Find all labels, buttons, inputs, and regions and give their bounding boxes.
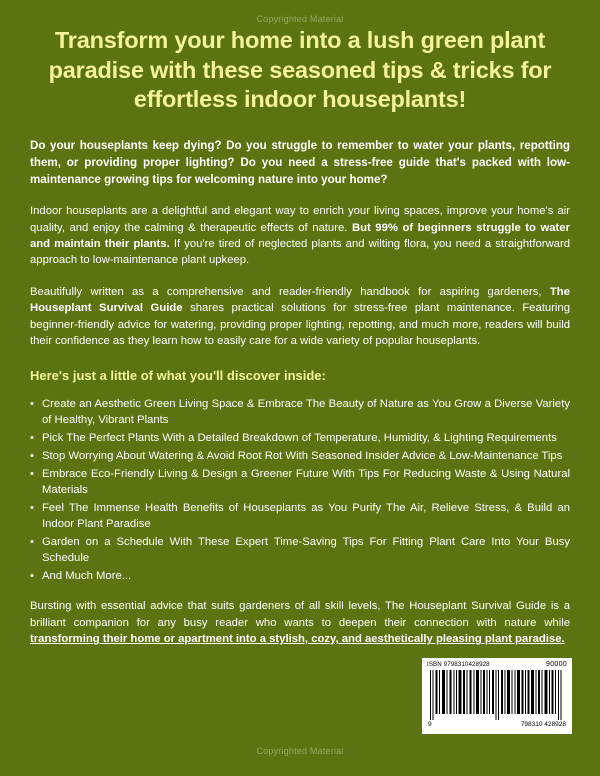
closing-paragraph — [30, 598, 570, 647]
paragraph-three-part1: Beautifully written as a comprehensive and reader-friendly handbook for aspiring gardeners, — [30, 285, 550, 298]
list-item: • Feel The Immense Health Benefits of Houseplants as You Purify The Air, Relieve Stress, & Build an Indoor Plant Paradise — [30, 500, 570, 532]
paragraph-two-bold: But 99% of beginners struggle to water and maintain their plants. — [30, 221, 570, 251]
list-item: • Embrace Eco-Friendly Living & Design a Greener Future With Tips For Reducing Waste & Using Natural Materials — [30, 466, 570, 498]
barcode — [422, 658, 572, 734]
lead-paragraph: Do your houseplants keep dying? Do you struggle to remember to water your plants, repotting them, or providing proper lighting? Do you need a stress-free guide that's packed with low-maintenance growing tips for welcoming nature into your home? — [30, 138, 570, 187]
list-item: • Pick The Perfect Plants With a Detailed Breakdown of Temperature, Humidity, & Lighting Requirements — [30, 430, 570, 446]
closing-part1: Bursting with essential advice that suits gardeners of all skill levels, The Houseplant Survival Guide is a brilliant companion for any busy reader who wants to deepen their connection with nature while — [30, 600, 570, 629]
watermark-top: Copyrighted Material — [256, 14, 344, 24]
cover-content — [30, 26, 570, 659]
list-item: • Stop Worrying About Watering & Avoid Root Rot With Seasoned Insider Advice & Low-Maintenance Tips — [30, 448, 570, 464]
barcode-lines-icon — [427, 670, 567, 720]
paragraph-two-part1: Indoor houseplants are a delightful and elegant way to enrich your living spaces, improve your home's air quality, and enjoy the calming & therapeutic effects of nature. — [30, 205, 570, 234]
closing-underlined: transforming their home or apartment into a stylish, cozy, and aesthetically pleasing plant paradise. — [30, 633, 565, 646]
watermark-bottom: Copyrighted Material — [256, 746, 344, 756]
book-title-mention: The Houseplant Survival Guide — [30, 285, 570, 315]
barcode-digits — [427, 721, 567, 728]
paragraph-two — [30, 203, 570, 269]
list-item: • Create an Aesthetic Green Living Space & Embrace The Beauty of Nature as You Grow a Diverse Variety of Healthy, Vibrant Plants — [30, 396, 570, 428]
section-subheading: Here's just a little of what you'll discover inside: — [30, 368, 326, 384]
paragraph-three — [30, 284, 570, 350]
page-title: Transform your home into a lush green plant paradise with these seasoned tips & tricks for effortless indoor houseplants! — [48, 27, 552, 113]
barcode-digit-left: 9 — [428, 721, 432, 728]
list-item: • And Much More... — [30, 568, 570, 584]
barcode-digits-right: 798310 428928 — [520, 721, 566, 728]
list-item: • Garden on a Schedule With These Expert Time-Saving Tips For Fitting Plant Care Into Your Busy Schedule — [30, 534, 570, 566]
ean-price-code: 90000 — [546, 661, 567, 668]
paragraph-two-part2: If you're tired of neglected plants and wilting flora, you need a straightforward approach to low-maintenance plant upkeep. — [30, 238, 570, 267]
isbn-label: ISBN 9798310428928 — [427, 661, 490, 668]
paragraph-three-part2: shares practical solutions for stress-free plant maintenance. Featuring beginner-friendly advice for watering, providing proper lighting, repotting, and much more, readers will build their confidence as they learn how to easily care for a wide variety of popular houseplants. — [30, 302, 570, 347]
body-copy — [30, 137, 570, 648]
barcode-header — [427, 661, 567, 668]
feature-list — [30, 396, 570, 584]
